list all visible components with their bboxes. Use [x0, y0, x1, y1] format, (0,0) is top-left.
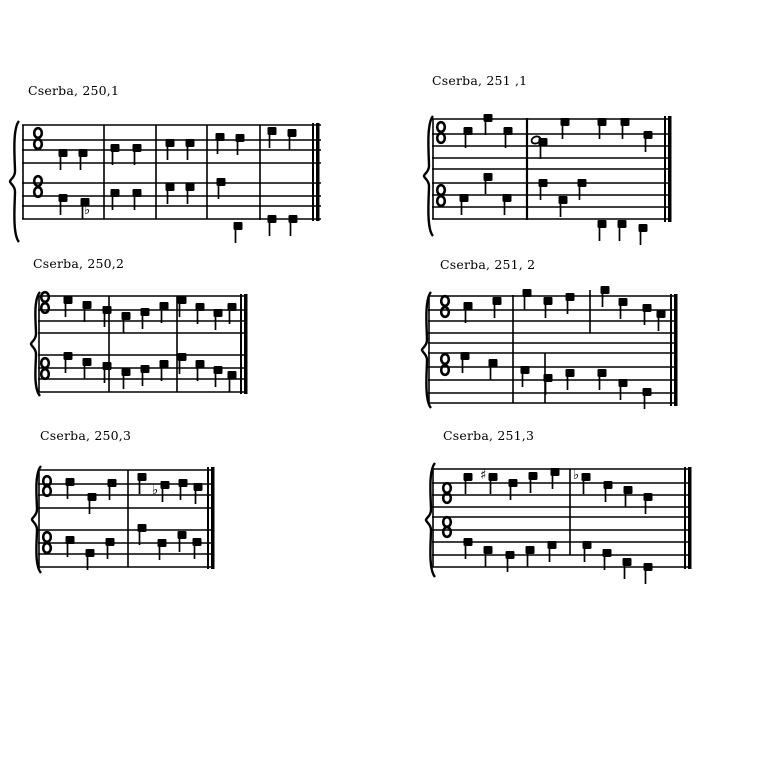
c-clef-icon	[41, 369, 49, 379]
example-label-4: Cserba, 251, 2	[440, 257, 536, 272]
music-system-250-2	[31, 292, 248, 396]
end-barline-thick	[244, 294, 248, 394]
c-clef-icon	[41, 303, 49, 313]
c-clef-icon	[41, 358, 49, 368]
c-clef-icon	[41, 292, 49, 302]
end-barline-thin	[207, 467, 209, 569]
end-barline-thin	[684, 467, 686, 569]
example-label-6: Cserba, 251,3	[443, 428, 535, 443]
music-system-251-3	[426, 463, 692, 584]
music-system-251-2	[422, 286, 678, 409]
example-label-2: Cserba, 251 ,1	[432, 73, 528, 88]
flat-accidental-icon: ♭	[573, 468, 580, 483]
c-clef-icon	[441, 354, 449, 364]
end-barline-thin	[664, 116, 666, 222]
c-clef-icon	[34, 176, 42, 186]
end-barline-thick	[211, 467, 215, 569]
example-label-5: Cserba, 250,3	[40, 428, 132, 443]
end-barline-thick	[688, 467, 692, 569]
c-clef-icon	[437, 196, 445, 206]
c-clef-icon	[43, 532, 51, 542]
end-barline-thin	[312, 123, 314, 221]
example-label-1: Cserba, 250,1	[28, 83, 120, 98]
end-barline-thin	[670, 294, 672, 406]
flat-accidental-icon: ♭	[152, 483, 159, 498]
c-clef-icon	[441, 307, 449, 317]
system-brace	[424, 116, 433, 236]
end-barline-thick	[316, 123, 320, 221]
example-label-3: Cserba, 250,2	[33, 256, 125, 271]
music-system-250-3	[32, 466, 215, 573]
c-clef-icon	[34, 128, 42, 138]
system-brace	[10, 121, 19, 242]
music-system-251-1	[424, 114, 672, 245]
flat-accidental-icon: ♭	[84, 203, 91, 218]
c-clef-icon	[441, 296, 449, 306]
c-clef-icon	[443, 527, 451, 537]
music-system-250-1	[10, 121, 321, 243]
end-barline-thin	[240, 294, 242, 394]
end-barline-thick	[674, 294, 678, 406]
c-clef-icon	[437, 185, 445, 195]
c-clef-icon	[443, 483, 451, 493]
sharp-accidental-icon: ♯	[480, 468, 487, 483]
end-barline-thick	[668, 116, 672, 222]
c-clef-icon	[437, 122, 445, 132]
c-clef-icon	[43, 543, 51, 553]
c-clef-icon	[443, 517, 451, 527]
